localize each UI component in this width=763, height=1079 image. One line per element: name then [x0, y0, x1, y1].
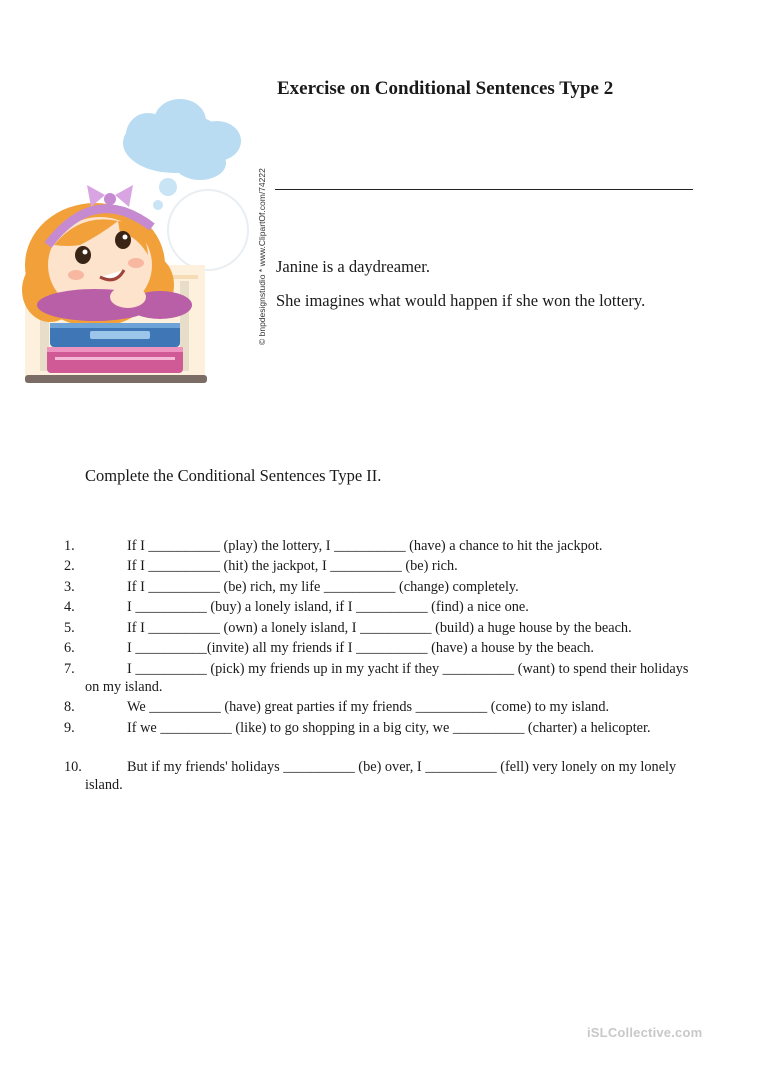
exercise-number: 7.: [64, 661, 75, 677]
exercise-item-9: [64, 719, 694, 737]
exercise-number: 5.: [64, 620, 75, 636]
exercise-item-8: [64, 698, 694, 716]
exercise-text: If I __________ (own) a lonely island, I __________ (build) a huge house by the beach.: [127, 620, 632, 636]
exercise-item-5: [64, 619, 694, 637]
exercise-text: I __________ (buy) a lonely island, if I __________ (find) a nice one.: [127, 599, 529, 615]
exercise-number: 4.: [64, 599, 75, 615]
worksheet-title: Exercise on Conditional Sentences Type 2: [277, 78, 614, 99]
daydreaming-girl-illustration: [20, 95, 255, 395]
exercise-number: 6.: [64, 640, 75, 656]
exercise-text: I __________(invite) all my friends if I __________ (have) a house by the beach.: [127, 640, 594, 656]
exercise-item-6: [64, 639, 694, 657]
instruction: Complete the Conditional Sentences Type II.: [85, 466, 382, 485]
exercise-text: If I __________ (hit) the jackpot, I __________ (be) rich.: [127, 558, 458, 574]
exercise-text: But if my friends' holidays __________ (be) over, I __________ (fell) very lonely on my lonely island.: [85, 759, 677, 793]
site-logo: iSLCollective.com: [587, 1025, 703, 1040]
exercise-number: 9.: [64, 720, 75, 736]
exercise-text: If I __________ (play) the lottery, I __________ (have) a chance to hit the jackpot.: [127, 538, 603, 554]
exercise-number: 8.: [64, 699, 75, 715]
exercise-number: 1.: [64, 538, 75, 554]
exercise-text: We __________ (have) great parties if my friends __________ (come) to my island.: [127, 699, 610, 715]
exercise-item-10: [64, 758, 694, 794]
exercise-text: If I __________ (be) rich, my life __________ (change) completely.: [127, 579, 519, 595]
exercise-item-7: [64, 660, 694, 696]
exercise-number: 3.: [64, 579, 75, 595]
exercise-item-4: [64, 598, 694, 616]
exercise-text: If we __________ (like) to go shopping in a big city, we __________ (charter) a helicopter.: [127, 720, 651, 736]
intro-line-2: She imagines what would happen if she won the lottery.: [276, 291, 646, 310]
exercise-number: 2.: [64, 558, 75, 574]
image-credit: © bnpdesignstudio * www.ClipartOf.com/74222: [257, 168, 267, 345]
exercise-item-1: [64, 537, 694, 555]
exercise-item-2: [64, 557, 694, 575]
exercise-item-3: [64, 578, 694, 596]
name-line: [275, 189, 693, 190]
intro-line-1: Janine is a daydreamer.: [276, 257, 430, 276]
exercise-number: 10.: [64, 759, 82, 775]
exercise-text: I __________ (pick) my friends up in my yacht if they __________ (want) to spend their holidays on my island.: [85, 661, 689, 695]
